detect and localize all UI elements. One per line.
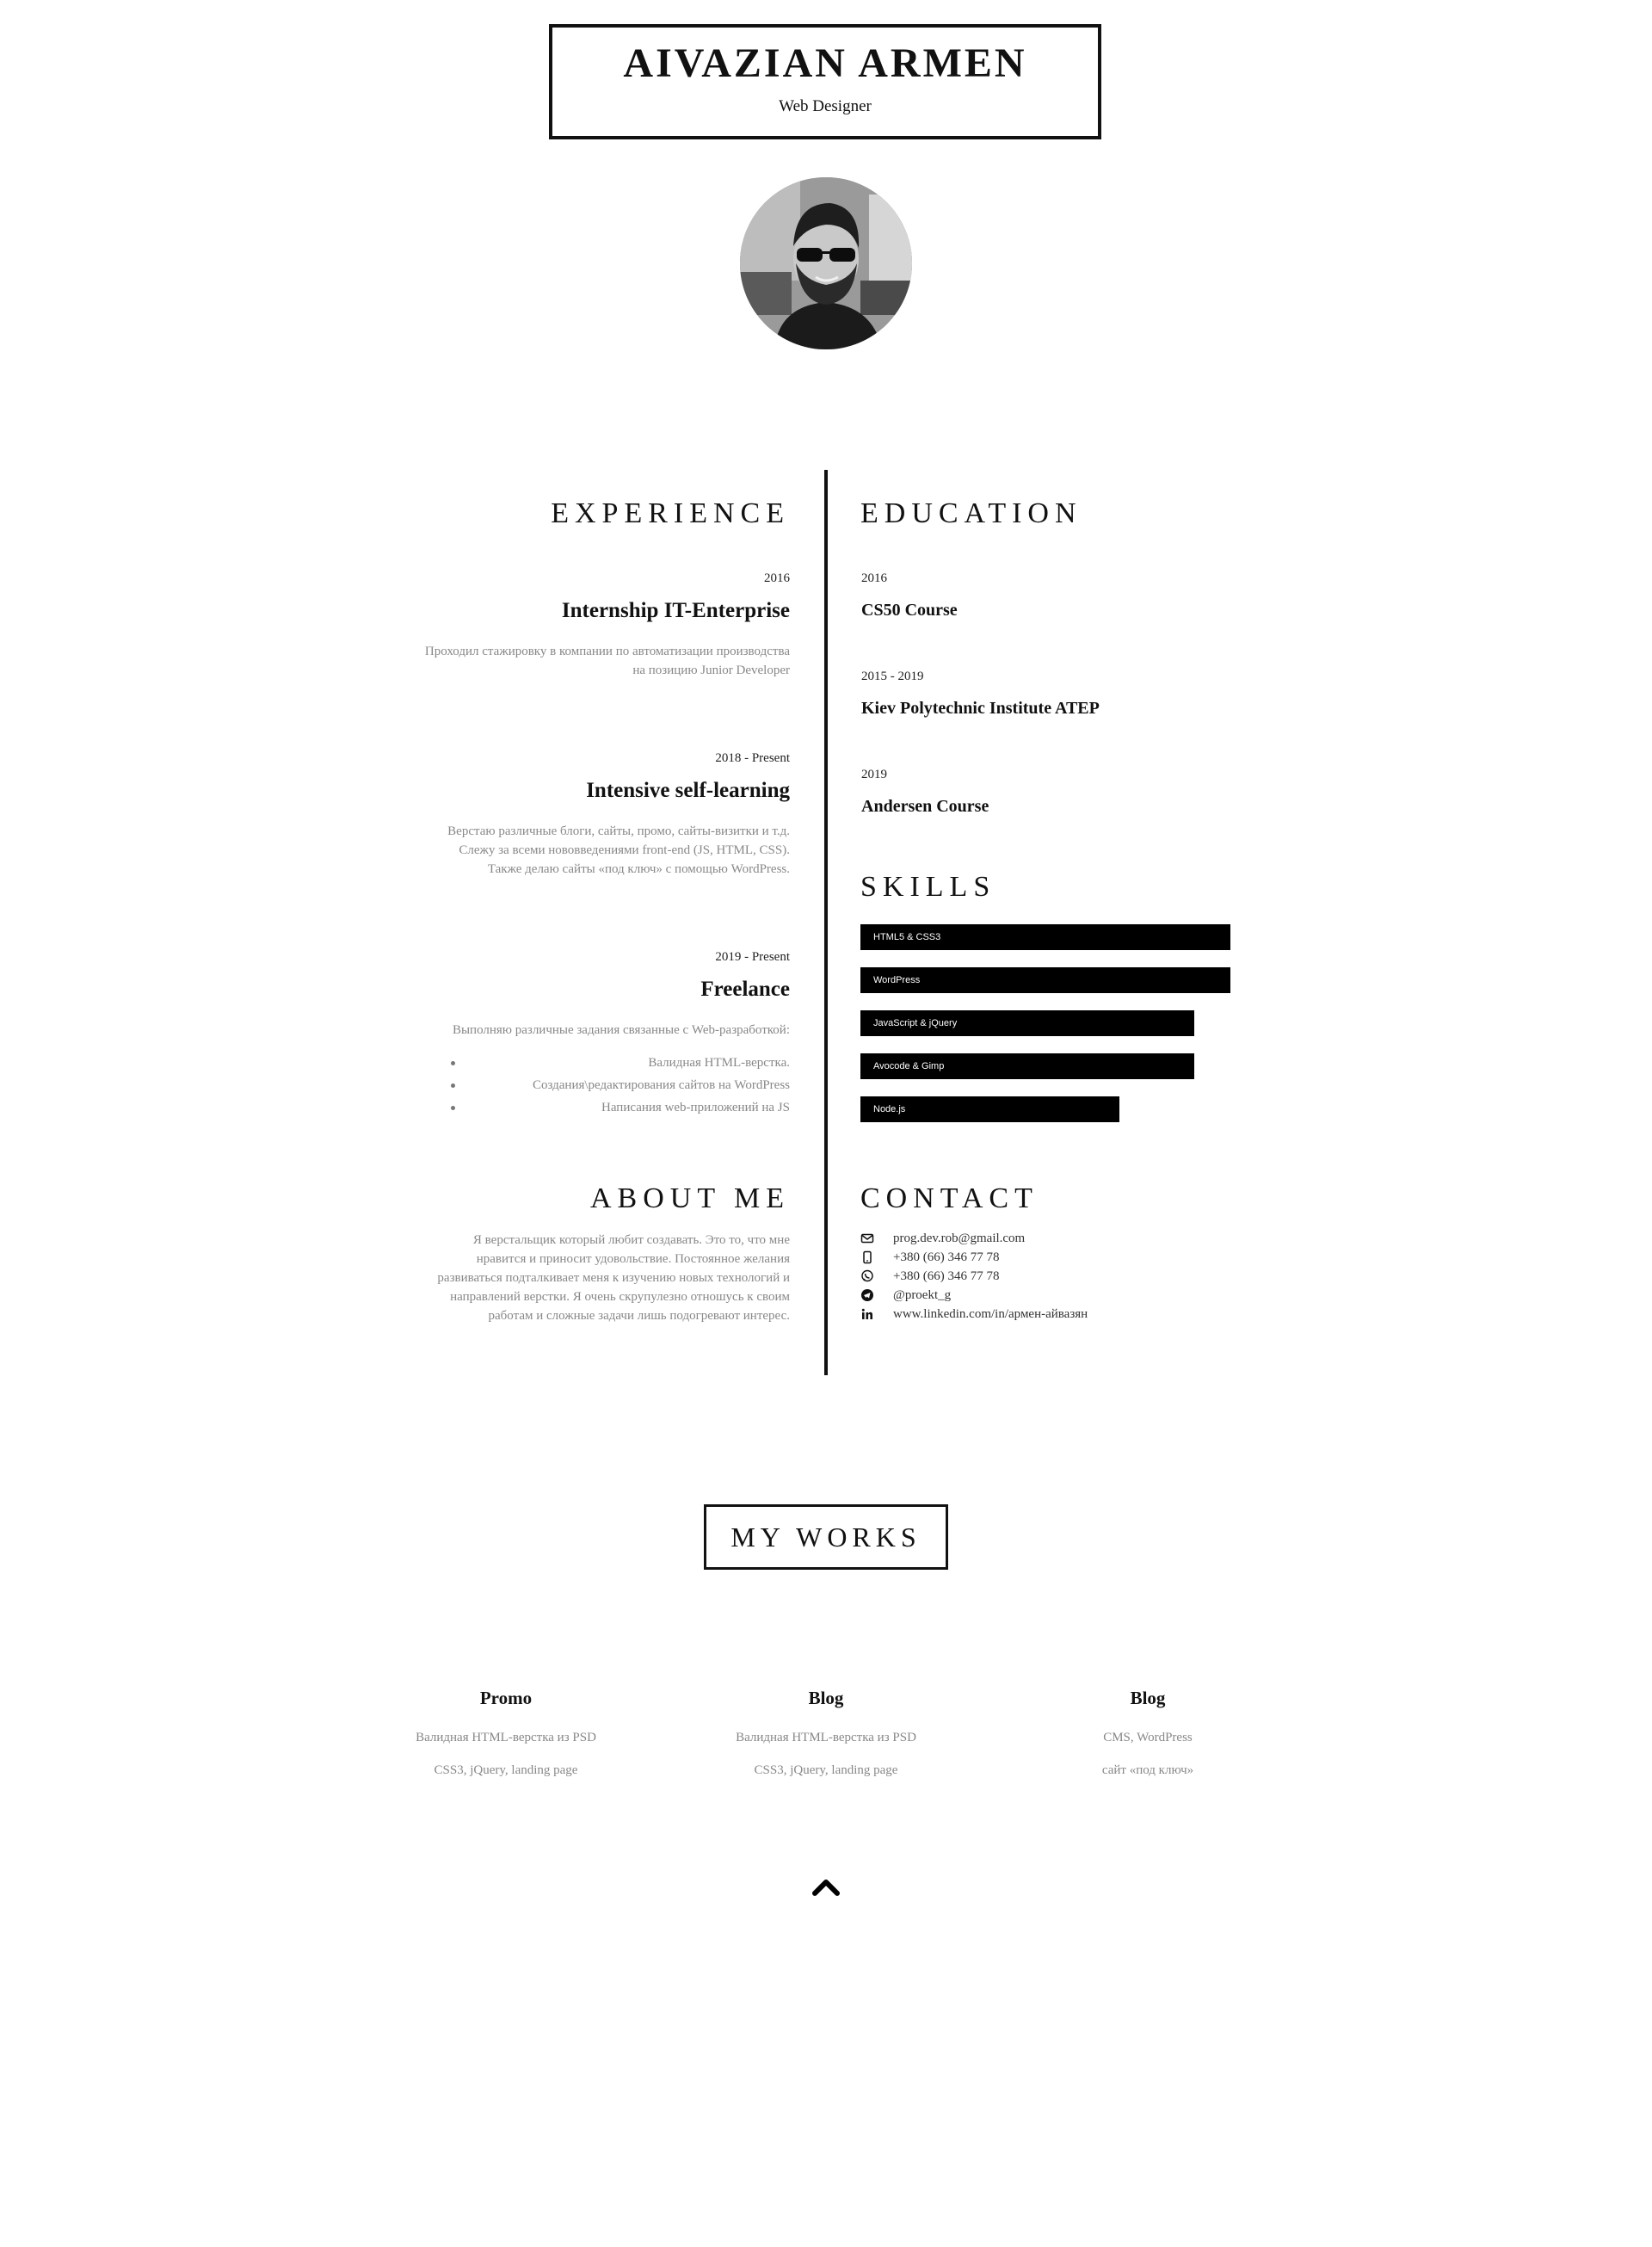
linkedin-icon: [860, 1307, 874, 1321]
chevron-up-icon[interactable]: [811, 1876, 841, 1897]
experience-years: 2016: [764, 571, 790, 585]
work-card[interactable]: [1010, 1685, 1285, 1778]
education-years: 2016: [861, 571, 887, 585]
contact-text[interactable]: +380 (66) 346 77 78: [893, 1250, 1000, 1264]
work-card[interactable]: [368, 1685, 644, 1778]
education-title: Kiev Polytechnic Institute ATEP: [861, 699, 1100, 718]
list-item: Создания\редактирования сайтов на WordPress: [447, 1074, 790, 1096]
contact-text[interactable]: www.linkedin.com/in/армен-айвазян: [893, 1307, 1088, 1321]
about-heading: ABOUT ME: [590, 1182, 790, 1214]
experience-years: 2019 - Present: [715, 950, 790, 964]
work-title[interactable]: Promo: [479, 1688, 533, 1708]
work-card[interactable]: [688, 1685, 964, 1778]
about-line: направлений верстки. Я очень скрупулезно отношусь к своим: [450, 1290, 790, 1304]
description-line: Проходил стажировку в компании по автоматизации производства: [424, 645, 790, 658]
viber-icon: [860, 1269, 874, 1283]
freelance-bullet-list: [447, 1052, 790, 1119]
avatar-photo-icon: [740, 177, 912, 349]
person-name: AIVAZIAN ARMEN: [623, 40, 1027, 86]
mobile-phone-icon: [860, 1250, 874, 1264]
work-title[interactable]: Blog: [1130, 1688, 1166, 1708]
about-line: работам и сложные задачи лишь подогревают интерес.: [488, 1309, 790, 1323]
my-works-heading: MY WORKS: [704, 1504, 948, 1570]
experience-title: Intensive self-learning: [586, 779, 790, 802]
skill-bar: WordPress: [860, 967, 1230, 993]
work-line: Валидная HTML-верстка из PSD: [416, 1731, 596, 1744]
education-title: Andersen Course: [861, 797, 989, 816]
skill-bar: HTML5 & CSS3: [860, 924, 1230, 950]
contact-text[interactable]: @proekt_g: [893, 1288, 952, 1302]
contact-text[interactable]: prog.dev.rob@gmail.com: [893, 1232, 1026, 1245]
work-line: CSS3, jQuery, landing page: [434, 1763, 578, 1777]
list-item: Написания web-приложений на JS: [447, 1096, 790, 1119]
work-line: CMS, WordPress: [1103, 1731, 1193, 1744]
skills-heading: SKILLS: [860, 871, 996, 903]
work-line: Валидная HTML-верстка из PSD: [736, 1731, 916, 1744]
experience-description: [360, 822, 790, 879]
skill-bar: Node.js: [860, 1096, 1119, 1122]
about-line: развиваться подталкивает меня к изучению новых технологий и: [437, 1271, 790, 1285]
experience-years: 2018 - Present: [715, 751, 790, 765]
contact-heading: CONTACT: [860, 1182, 1039, 1214]
work-line: CSS3, jQuery, landing page: [754, 1763, 898, 1777]
avatar: [740, 177, 912, 349]
experience-description: [360, 642, 790, 680]
envelope-icon: [860, 1232, 874, 1245]
skill-bar: Avocode & Gimp: [860, 1053, 1194, 1079]
about-line: Я верстальщик который любит создавать. Это то, что мне: [472, 1233, 790, 1247]
person-role: Web Designer: [779, 97, 872, 115]
header-title-box: [549, 24, 1101, 139]
skill-bar: JavaScript & jQuery: [860, 1010, 1194, 1036]
education-years: 2015 - 2019: [861, 670, 924, 683]
timeline-divider: [824, 470, 828, 1375]
experience-description: [360, 1021, 790, 1040]
description-line: на позицию Junior Developer: [632, 664, 790, 677]
experience-heading: EXPERIENCE: [551, 497, 790, 529]
education-heading: EDUCATION: [860, 497, 1082, 529]
work-title[interactable]: Blog: [808, 1688, 844, 1708]
contact-text[interactable]: +380 (66) 346 77 78: [893, 1269, 1000, 1283]
list-item: Валидная HTML-верстка.: [447, 1052, 790, 1074]
description-line: Верстаю различные блоги, сайты, промо, сайты-визитки и т.д.: [447, 824, 790, 838]
education-title: CS50 Course: [861, 601, 958, 620]
work-line: сайт «под ключ»: [1101, 1763, 1194, 1777]
education-years: 2019: [861, 768, 887, 781]
description-line: Слежу за всеми нововведениями front-end (JS, HTML, CSS).: [459, 843, 790, 857]
about-line: нравится и приносит удовольствие. Постоянное желания: [476, 1252, 790, 1266]
experience-title: Freelance: [700, 978, 790, 1001]
telegram-icon: [860, 1288, 874, 1302]
about-text: [394, 1231, 790, 1325]
description-line: Выполняю различные задания связанные с Web-разработкой:: [452, 1023, 790, 1037]
description-line: Также делаю сайты «под ключ» с помощью WordPress.: [487, 862, 790, 876]
experience-title: Internship IT-Enterprise: [561, 599, 790, 622]
